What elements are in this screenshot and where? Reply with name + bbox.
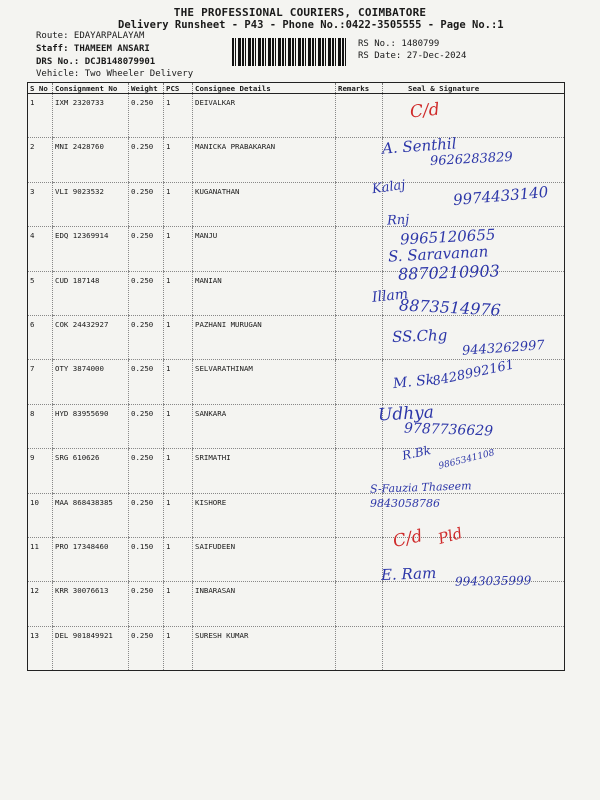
- column-header-signature: Seal & Signature: [383, 83, 565, 94]
- handwritten-phone-row8: 8428992161: [431, 357, 516, 390]
- row-consignment-no: MNI 2428760: [53, 138, 129, 182]
- row-weight: 0.250: [129, 404, 164, 448]
- row-remarks: [336, 94, 383, 138]
- row-sno: 8: [28, 404, 53, 448]
- row-consignment-no: SRG 610626: [53, 449, 129, 493]
- row-weight: 0.250: [129, 138, 164, 182]
- row-consignment-no: CUD 187148: [53, 271, 129, 315]
- row-sno: 12: [28, 582, 53, 626]
- handwritten-signature-row2: A. Senthil: [381, 134, 458, 158]
- row-pcs: 1: [164, 537, 193, 581]
- row-consignment-no: DEL 901849921: [53, 626, 129, 670]
- row-pcs: 1: [164, 227, 193, 271]
- row-remarks: [336, 360, 383, 404]
- runsheet-subtitle: Delivery Runsheet - P43 - Phone No.:0422-3505555 - Page No.:1: [118, 19, 504, 31]
- column-header-remarks: Remarks: [336, 83, 383, 94]
- handwritten-phone-row10: 9865341108: [437, 448, 496, 472]
- table-header-row: [28, 83, 565, 94]
- row-sno: 10: [28, 493, 53, 537]
- row-weight: 0.250: [129, 271, 164, 315]
- staff-label: Staff: THAMEEM ANSARI: [36, 44, 150, 54]
- row-consignment-no: EDQ 12369914: [53, 227, 129, 271]
- row-pcs: 1: [164, 449, 193, 493]
- handwritten-signature-row4: Rnj: [386, 212, 410, 229]
- column-header-pcs: PCS: [164, 83, 193, 94]
- row-remarks: [336, 138, 383, 182]
- row-remarks: [336, 315, 383, 359]
- row-signature: [383, 626, 565, 670]
- handwritten-phone-row4: 9965120655: [399, 225, 496, 249]
- row-consignee: KISHORE: [193, 493, 336, 537]
- row-pcs: 1: [164, 94, 193, 138]
- handwritten-signature-row8: M. Sk: [392, 371, 436, 393]
- row-pcs: 1: [164, 182, 193, 226]
- row-sno: 3: [28, 182, 53, 226]
- row-pcs: 1: [164, 315, 193, 359]
- row-sno: 9: [28, 449, 53, 493]
- row-consignee: SANKARA: [193, 404, 336, 448]
- company-name: THE PROFESSIONAL COURIERS, COIMBATORE: [173, 6, 427, 19]
- handwritten-phone-row9: 9787736629: [403, 420, 494, 440]
- row-weight: 0.250: [129, 493, 164, 537]
- row-weight: 0.250: [129, 182, 164, 226]
- row-weight: 0.150: [129, 537, 164, 581]
- handwritten-signature-row7: SS.Chg: [391, 326, 448, 346]
- row-weight: 0.250: [129, 626, 164, 670]
- row-pcs: 1: [164, 138, 193, 182]
- table-row: [28, 94, 565, 138]
- row-pcs: 1: [164, 360, 193, 404]
- row-pcs: 1: [164, 582, 193, 626]
- handwritten-signature-row9: Udhya: [377, 402, 435, 426]
- row-consignment-no: PRO 17348460: [53, 537, 129, 581]
- row-consignment-no: HYD 83955690: [53, 404, 129, 448]
- row-consignee: SURESH KUMAR: [193, 626, 336, 670]
- rs-date: RS Date: 27-Dec-2024: [358, 51, 467, 61]
- row-consignment-no: COK 24432927: [53, 315, 129, 359]
- handwritten-note-row12-b: Pld: [435, 523, 465, 549]
- handwritten-phone-row11: 9843058786: [370, 497, 440, 510]
- table-row: [28, 493, 565, 537]
- row-sno: 1: [28, 94, 53, 138]
- row-consignment-no: VLI 9023532: [53, 182, 129, 226]
- row-pcs: 1: [164, 271, 193, 315]
- row-weight: 0.250: [129, 315, 164, 359]
- handwritten-signature-row10: R.Bk: [400, 443, 433, 463]
- column-header-consignee: Consignee Details: [193, 83, 336, 94]
- row-weight: 0.250: [129, 94, 164, 138]
- barcode-image: [232, 38, 348, 66]
- row-weight: 0.250: [129, 582, 164, 626]
- row-consignee: DEIVALKAR: [193, 94, 336, 138]
- row-sno: 13: [28, 626, 53, 670]
- handwritten-phone-row3: 9974433140: [452, 182, 550, 210]
- row-remarks: [336, 404, 383, 448]
- row-consignee: SRIMATHI: [193, 449, 336, 493]
- handwritten-note-row1: C/d: [409, 99, 441, 123]
- row-remarks: [336, 227, 383, 271]
- row-consignment-no: IXM 2320733: [53, 94, 129, 138]
- row-sno: 2: [28, 138, 53, 182]
- handwritten-signature-row3: Kalaj: [371, 177, 407, 198]
- row-sno: 6: [28, 315, 53, 359]
- handwritten-signature-row13: E. Ram: [380, 564, 437, 584]
- row-remarks: [336, 626, 383, 670]
- handwritten-phone-row2: 9626283829: [429, 149, 514, 170]
- table-row: [28, 626, 565, 670]
- column-header-weight: Weight: [129, 83, 164, 94]
- row-pcs: 1: [164, 404, 193, 448]
- row-remarks: [336, 537, 383, 581]
- rs-number: RS No.: 1480799: [358, 39, 440, 49]
- row-weight: 0.250: [129, 449, 164, 493]
- handwritten-phone-row6: 8873514976: [398, 295, 502, 320]
- column-header-consignment: Consignment No: [53, 83, 129, 94]
- row-sno: 5: [28, 271, 53, 315]
- row-weight: 0.250: [129, 360, 164, 404]
- row-sno: 7: [28, 360, 53, 404]
- handwritten-phone-row7: 9443262997: [461, 338, 546, 359]
- route-label: Route: EDAYARPALAYAM: [36, 31, 145, 41]
- handwritten-signature-row5: S. Saravanan: [387, 242, 489, 266]
- row-pcs: 1: [164, 493, 193, 537]
- row-sno: 4: [28, 227, 53, 271]
- row-consignee: MANIAN: [193, 271, 336, 315]
- row-weight: 0.250: [129, 227, 164, 271]
- handwritten-phone-row5: 8870210903: [397, 261, 501, 284]
- row-consignee: MANJU: [193, 227, 336, 271]
- row-consignee: KUGANATHAN: [193, 182, 336, 226]
- row-remarks: [336, 582, 383, 626]
- row-consignee: INBARASAN: [193, 582, 336, 626]
- drs-number: DRS No.: DCJB148079901: [36, 57, 156, 67]
- handwritten-phone-row13: 9943035999: [454, 573, 532, 589]
- row-consignment-no: OTY 3874000: [53, 360, 129, 404]
- table-row: [28, 582, 565, 626]
- row-consignment-no: KRR 30076613: [53, 582, 129, 626]
- row-consignee: SAIFUDEEN: [193, 537, 336, 581]
- row-pcs: 1: [164, 626, 193, 670]
- row-consignee: SELVARATHINAM: [193, 360, 336, 404]
- row-sno: 11: [28, 537, 53, 581]
- handwritten-signature-row6: Illam: [371, 286, 409, 306]
- handwritten-signature-row11: S-Fauzia Thaseem: [369, 479, 472, 496]
- handwritten-note-row12: C/d: [391, 526, 425, 552]
- row-consignee: MANICKA PRABAKARAN: [193, 138, 336, 182]
- column-header-sno: S No: [28, 83, 53, 94]
- row-signature: [383, 582, 565, 626]
- row-consignee: PAZHANI MURUGAN: [193, 315, 336, 359]
- row-consignment-no: MAA 868438385: [53, 493, 129, 537]
- vehicle-label: Vehicle: Two Wheeler Delivery: [36, 69, 194, 79]
